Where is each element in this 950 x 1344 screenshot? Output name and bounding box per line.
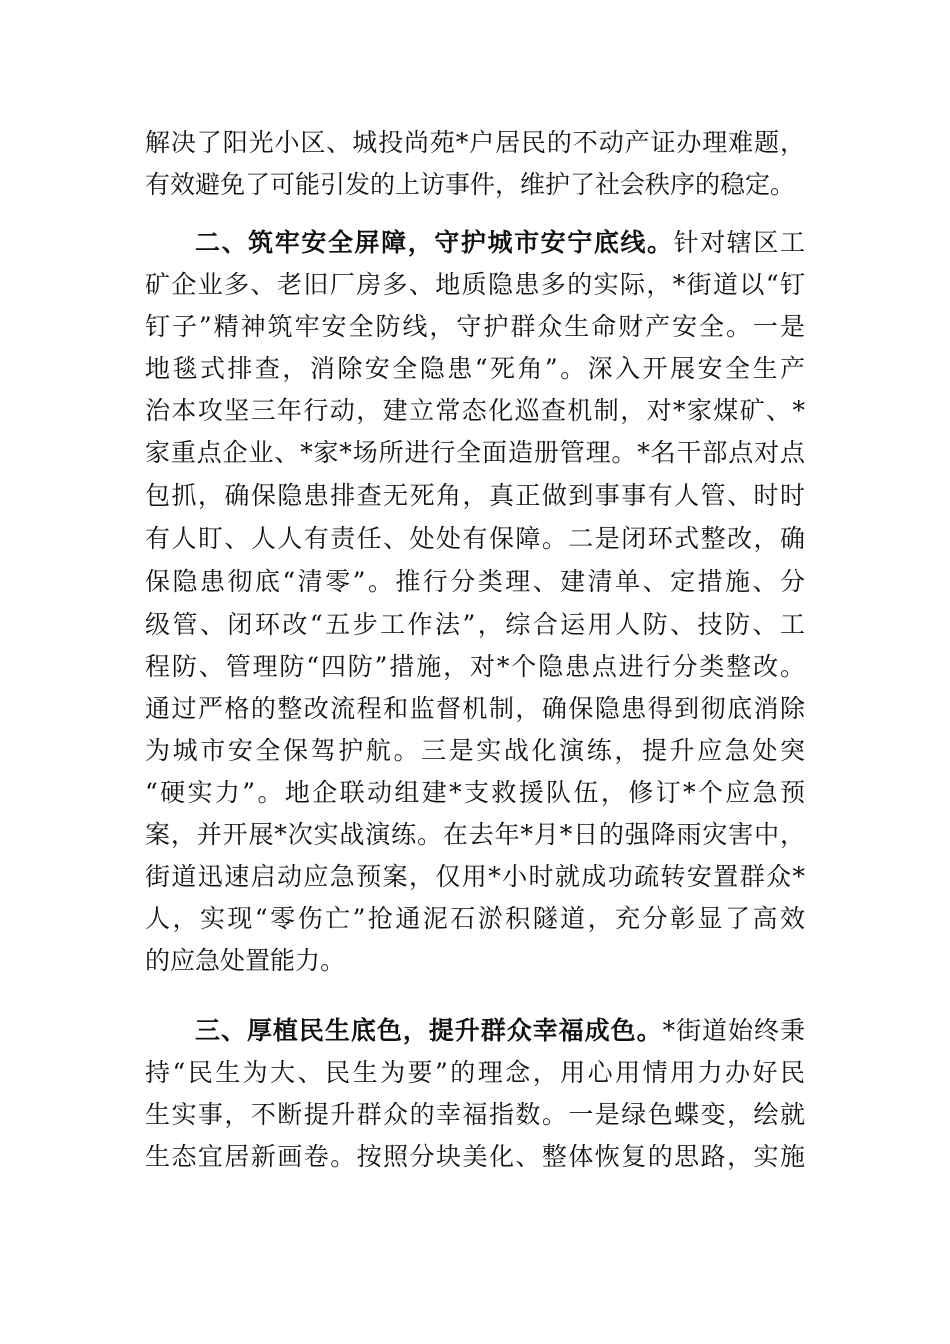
text-line (145, 604, 805, 646)
text-line (145, 1136, 805, 1178)
text-line (145, 856, 805, 898)
text-line (145, 814, 805, 856)
line-text: 案，并开展*次实战演练。在去年*月*日的强降雨灾害中， (145, 820, 805, 849)
section-heading-line (195, 1010, 805, 1052)
line-text: 包抓，确保隐患排查无死角，真正做到事事有人管、时时 (145, 481, 805, 510)
text-line (145, 688, 805, 730)
text-line (145, 122, 805, 164)
line-text: 针对辖区工 (673, 228, 805, 257)
line-text: 有人盯、人人有责任、处处有保障。二是闭环式整改，确 (145, 524, 805, 553)
text-line (145, 1052, 805, 1094)
line-text: 矿企业多、老旧厂房多、地质隐患多的实际，*街道以“钉 (145, 270, 805, 299)
line-text: 生实事，不断提升群众的幸福指数。一是绿色蝶变，绘就 (145, 1100, 805, 1129)
line-text: 治本攻坚三年行动，建立常态化巡查机制，对*家煤矿、* (145, 396, 805, 425)
text-line (145, 940, 805, 982)
text-line (145, 730, 805, 772)
line-text: 生态宜居新画卷。按照分块美化、整体恢复的思路，实施 (145, 1142, 805, 1171)
text-line (145, 518, 805, 560)
text-line (145, 1094, 805, 1136)
line-text: 人，实现“零伤亡”抢通泥石淤积隧道，充分彰显了高效 (145, 904, 805, 933)
text-line (145, 898, 805, 940)
line-text: 通过严格的整改流程和监督机制，确保隐患得到彻底消除 (145, 694, 805, 723)
line-text: “硬实力”。地企联动组建*支救援队伍，修订*个应急预 (145, 778, 805, 807)
line-text: 家重点企业、*家*场所进行全面造册管理。*名干部点对点 (145, 438, 805, 467)
section-heading-line (195, 222, 805, 264)
line-text: 保隐患彻底“清零”。推行分类理、建清单、定措施、分 (145, 567, 805, 596)
text-line (145, 432, 805, 474)
line-text: 程防、管理防“四防”措施，对*个隐患点进行分类整改。 (145, 652, 805, 681)
line-text: 解决了阳光小区、城投尚苑*户居民的不动产证办理难题， (145, 128, 805, 157)
text-line (145, 561, 805, 603)
text-line (145, 348, 805, 390)
text-line (145, 390, 805, 432)
text-line (145, 646, 805, 688)
text-line (145, 306, 805, 348)
line-text: 的应急处置能力。 (145, 946, 346, 975)
line-text: 地毯式排查，消除安全隐患“死角”。深入开展安全生产 (145, 354, 805, 383)
line-text: 街道迅速启动应急预案，仅用*小时就成功疏转安置群众* (145, 862, 805, 891)
section-heading: 二、筑牢安全屏障，守护城市安宁底线。 (195, 228, 674, 257)
section-heading: 三、厚植民生底色，提升群众幸福成色。 (195, 1016, 663, 1045)
text-line (145, 772, 805, 814)
text-line (145, 164, 805, 206)
text-line (145, 264, 805, 306)
line-text: 为城市安全保驾护航。三是实战化演练，提升应急处突 (145, 736, 805, 765)
line-text: 级管、闭环改“五步工作法”，综合运用人防、技防、工 (145, 610, 805, 639)
text-line (145, 475, 805, 517)
line-text: 钉子”精神筑牢安全防线，守护群众生命财产安全。一是 (145, 312, 805, 341)
line-text: *街道始终秉 (662, 1016, 805, 1045)
line-text: 持“民生为大、民生为要”的理念，用心用情用力办好民 (145, 1058, 805, 1087)
line-text: 有效避免了可能引发的上访事件，维护了社会秩序的稳定。 (145, 170, 796, 199)
